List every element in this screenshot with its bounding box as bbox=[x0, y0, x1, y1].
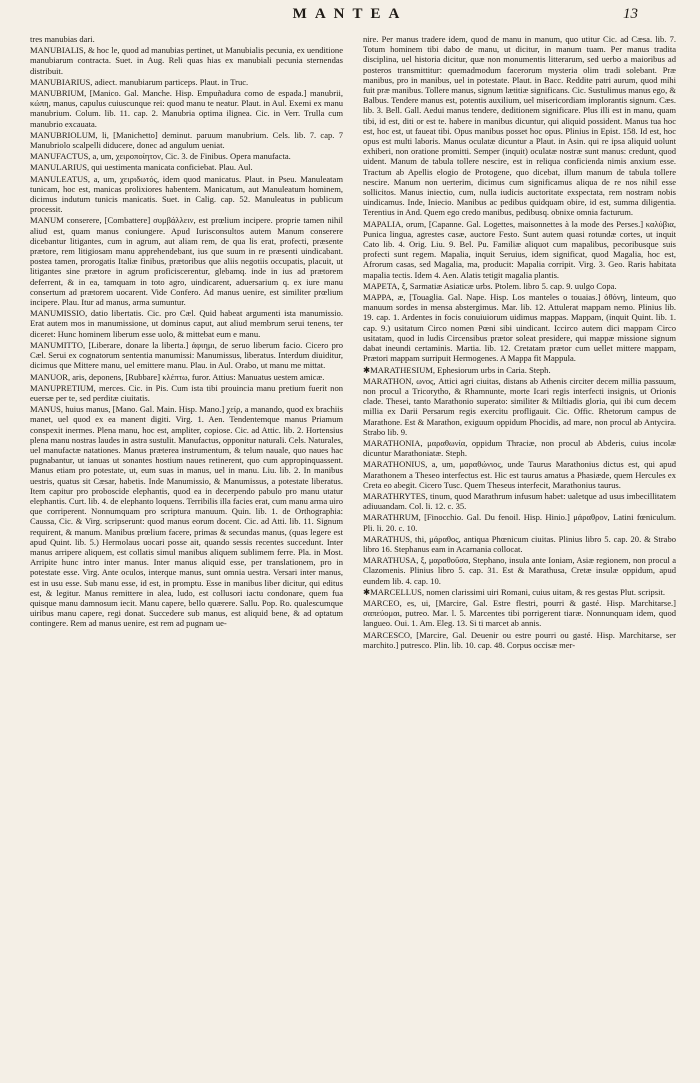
dictionary-entry: tres manubias dari. bbox=[30, 34, 95, 44]
dictionary-entry: MANUMISSIO, datio libertatis. Cic. pro Cæl. Quid habeat argumenti ista manumissio. Erat autem mos in manumissione, ut dominus caput, aut aliud membrum serui tenens, ter diceret: Hunc hominem liberum esse uolo, & mittebat eum e manu. bbox=[30, 308, 343, 339]
dictionary-entry: MAPALIA, orum, [Capanne. Gal. Logettes, maisonnettes à la mode des Perses.] καλύβια, Punica lingua, agrestes casæ, auctore Festo. Sunt autem quasi rotundæ cortes, ut inquit Cato lib. 4. Orig. Liu. 9. Bel. Pu. Familiæ aliquot cum mapalibus, pecoribusque suis profecti sunt regem. Mapalia, inquit Seruius, idem significat, quod Magalia, hoc est, Afrorum casas, sed Magalia, ma, producit: Mapalia corripit. Virg. 3. Geo. Raris habitata mapalia tectis. Idem 4. Aen. Alatis tetigit magalia plantis. bbox=[363, 218, 676, 280]
dictionary-entry: MANUPRETIUM, merces. Cic. in Pis. Cum ista tibi prouincia manu pretium fuerit non euersæ per te, sed perditæ ciuitatis. bbox=[30, 382, 343, 403]
dictionary-entry: MARATHUS, thi, μάραθος, antiqua Phœnicum ciuitas. Plinius libro 5. cap. 20. & Strabo libro 16. Stephanus eam in Acarnania collocat. bbox=[363, 533, 676, 554]
dictionary-entry: MANUM conserere, [Combattere] συμβάλλειν, est prœlium incipere. proprie tamen nihil aliud est, quam manus coniungere. Apud Iurisconsultos autem Manum conserere dicebantur litigantes, cum in agrum, aut aliam rem, de qua lis erat, profecti, præsente prætore, rem litigiosam manu apprehendebant, ius que suum in re præsenti uindicabant. postea tamen, prorogatis Italiæ finibus, prætoribus que aliis negotiis occupatis, placuit, ut litigantes sine prætore in agrum proficiscerentur, glebamq. inde in ius ad prætorem deferrent, & in ea, tamquam in toto agro, uindicarent, aduersarium q. ex iure manu consertum ad prætorem uocarent. Vide Confero. Ad manus uenire, est similiter prœlium incipere. Plau. Itur ad manus, arma sumuntur. bbox=[30, 215, 343, 308]
dictionary-entry: ✱MARATHESIUM, Ephesiorum urbs in Caria. Steph. bbox=[363, 364, 551, 375]
dictionary-entry: MARATHUSA, ξ, μαραθοῦσα, Stephano, insula ante Ioniam, Asiæ regionem, non procul a Clazomenis. Plinius libro 5. cap. 31. Est & Marathusa, Cretæ insulæ oppidum, apud eundem lib. 4. cap. 10. bbox=[363, 555, 676, 586]
dictionary-entry: nire. Per manus tradere idem, quod de manu in manum, quo utitur Cic. ad Cæsa. lib. 7. Totum hominem tibi dabo de manu, ut dicitur, in manum tuam. Per manus tradita disciplina, uel historia dicitur, quæ non monumentis litterarum, sed uerbo a maioribus ad posteros transmittitur: quemadmodum facerorum mysteria olim tradi solebant. Præ manibus, pro in manibus, uel in potestate. Plaut. in Bacc. Reddite patri aurum, quod mihi fuit præ manibus. Tollere manus, signum lætitiæ significans. Cic. Sustulimus manus ego, & Balbus. Tendere manus est, potentis auxilium, uel misericordiam implorantis signum. Cæs. lib. 3. Bell. Gall. Aedui manus tendere, deditionem significare. Plus illi est in manu, quam tibi, id est, diti or est te. habere in manibus dicuntur, qui aliquid possident. Manus tua hoc est, hoc est, ut faueat tibi. Opus manibus posset hoc opus. Plinius in Epist. 158. Id est, hoc opus est multi laboris. Manus oculatæ dicuntur a Plaut. in Asin. qui re ipsa aliquid uolunt exhiberi, non oratione promitti. Semper (inquit) oculatæ nostræ sunt manus: credunt, quod uident. Manum de tabula tollere nescire, est in reliqua conficienda nimis anxium esse. Tractum ab Apellis elogio de Protogene, quo dicebat, illum manum de tabula tollere nescire. Manum non uerterim, dicimus cum significamus aliqua de re nos nihil esse sollicitos. Manus iniectio, cum, nulla iudicis auctoritate exspectata, rem nostram nobis uindicamus. Inde, Iniecio. Manibus ac pedibus quidquam obire, id est, summa diligentia. Terentius in And. Quem ego credo manibus, pedibusq. obnixe omnia facturum. bbox=[363, 34, 676, 218]
dictionary-entry: MANUOR, aris, deponens, [Rubbare] κλέπτω, furor. Attius: Manuatus uestem amicæ. bbox=[30, 371, 325, 382]
dictionary-entry: MARATHON, ωνος, Attici agri ciuitas, distans ab Athenis circiter decem millia passuum, non procul a Tricorytho, & Rhamnunte, morte Icari regis interfecti insignis, ut Orionis clade. Thesei, tanto Marathonio superato: similiter & Miltiadis gloria, qui ibi cum decem millia ex Darii Persarum regis exercitu profligauit. Cic. Offic. Rhetorum campus de Marathone. Est & Marathon, exiguum oppidum Phocidis, ad mare, non procul ab Antycira. Strabo lib. 9. bbox=[363, 375, 676, 437]
page-header bbox=[0, 6, 700, 28]
dictionary-entry: MANUBIALIS, & hoc le, quod ad manubias pertinet, ut Manubialis pecunia, ex uenditione manubiarum contracta. Suet. in Aug. Reli quas hias ex manubiali pecunia sternendas distribuit. bbox=[30, 45, 343, 76]
running-head: MANTEA bbox=[292, 6, 408, 22]
dictionary-entry: MANUS, huius manus, [Mano. Gal. Main. Hisp. Mano.] χείρ, a manando, quod ex brachiis manet, uel quod ex ea manent digiti. Virg. 1. Aen. Tendentemque manus Priamum conspexit inermes. Plena manu, hoc est, ampliter, copiose. Cic. ad Attic. lib. 2. Hortensius plena manu nostras laudes in astra sustulit. Manufactus, opponitur naturali. Cels. Naturales, uel manufactæ natationes. Manus præterea instrumentum, & telum nauale, quo naues hac pugnabantur, ut ianuas ut sonantes hostium naues retinerent, quo cum appropinquassent. Manus etiam pro potestate, ut, eum suas in manus, uel in manu. Liu. lib. 2. In manibus uestris, quatus sit Cæsar, habetis. Inde Manumissio, & Manumissus, a potestate liberatus. Item capitur pro proboscide elephantis, quod ea in decerpendo pabulo pro manu utatur elephantis. Curt. lib. 4. de elephanto loquens. Terribilis illa facies erat, cum manu arma uiro que corriperent. Nonnumquam pro scriptura manuum. Quin. lib. 1. de Orthographia: Caussa, Cic. & Virg. scripserunt: quod manus eorum docent. Cic. ad Atti. lib. 11. Signum requirent, & manum. Manibus prœlium facere, primas & secundas manus, (quas legere est apud Quint. lib. 5.) Hermolaus uocari posse ait, quando sessis recentes succedunt. Inter manus arripere aliquem, est collatis simul manibus aliquem sublimem ferre. Pla. in Most. Arripite hunc intro inter manus. Inter manus aliquid esse, per translationem, pro in potestate esse. Virg. Ante oculos, interque manus, sunt omnia uestra. Versari inter manus, est in usu esse. Sub manu esse, id est, in promptu. Esse in manibus liber dicitur, qui editus est, & legitur. Manus remittere in alea, ludo, est collusori iactu condonare, quem fua quisque manu damnosum iecit. Manu capere, bello quærere. Sallu. Pop. Ro. qualescumque uiribus manu capere, regi donat. Succedere sub manus, est aliquid bene, & ad optatum contingere. Rem ad manus uenire, est rem ad pugnam ue- bbox=[30, 404, 343, 629]
dictionary-entry: MARATHONIUS, a, um, μαραθώνιος, unde Taurus Marathonius dictus est, qui apud Marathonem a Theseo interfectus est. Hic est taurus amatus a Phasiæde, quem Hercules ex Creta eo abegit. Cicero Tusc. Quem Theseus interfecit, Marathonius taurus. bbox=[363, 459, 676, 490]
text-columns bbox=[30, 34, 676, 1074]
dictionary-entry: MANUFACTUS, a, um, χειροποίητον, Cic. 3. de Finibus. Opera manufacta. bbox=[30, 151, 291, 162]
dictionary-entry: MANUBIARIUS, adiect. manubiarum particeps. Plaut. in Truc. bbox=[30, 76, 249, 87]
left-column bbox=[30, 34, 343, 1074]
dictionary-entry: MAPETA, ξ, Sarmatiæ Asiaticæ urbs. Ptolem. libro 5. cap. 9. uulgo Copa. bbox=[363, 280, 617, 291]
dictionary-entry: MARCEO, es, ui, [Marcire, Gal. Estre flestri, pourri & gasté. Hisp. Marchitarse.] σαπεύομαι, putreo. Mar. l. 5. Marcentes tibi porrigerent tiaræ. Nonnunquam idem, quod langueo. Oui. 1. Am. Eleg. 13. Si ti marcet ab annis. bbox=[363, 597, 676, 629]
dictionary-entry: MARATHRUM, [Finocchio. Gal. Du fenoil. Hisp. Hinio.] μάραθρον, Latini fœniculum. Pli. li. 20. c. 10. bbox=[363, 512, 676, 533]
page-number: 13 bbox=[623, 6, 638, 22]
dictionary-entry: MANULEATUS, a, um, χειριδωτός, idem quod manicatus. Plaut. in Pseu. Manuleatam tunicam, hoc est, manicas prolixiores habentem. Manicatum, aut Manuleatum hominem, dicimus indutum tunicis manicatis. Suet. in Calig. cap. 52. Manuleatus in publicum processit. bbox=[30, 173, 343, 215]
right-column bbox=[363, 34, 676, 1074]
dictionary-entry: MANUMITTO, [Liberare, donare la liberta.] ἀφιημι, de seruo liberum facio. Cicero pro Cæl. Serui ex cognatorum sententia manumissi: Manumissus, liberatus. Interdum diuiditur, dicimus que Mittere manu, uel emittere manu. Plau. in Aul. Orabo, ut manu me mittat. bbox=[30, 339, 343, 371]
dictionary-entry: MARATHONIA, μαραθωνία, oppidum Thraciæ, non procul ab Abderis, cuius incolæ dicuntur Marathoniatæ. Steph. bbox=[363, 437, 676, 459]
dictionary-entry: MARATHRYTES, tinum, quod Marathrum infusum habet: ualetque ad usus imbecillitatem adiuuandam. Col. li. 12. c. 35. bbox=[363, 490, 676, 512]
dictionary-entry: MANUBRIOLUM, li, [Manichetto] deminut. paruum manubrium. Cels. lib. 7. cap. 7 Manubriolo scalpelli diducere, donec ad angulum ueniat. bbox=[30, 129, 343, 151]
dictionary-entry: MANULARIUS, qui uestimenta manicata conficiebat. Plau. Aul. bbox=[30, 162, 253, 173]
dictionary-entry: MARCESCO, [Marcire, Gal. Deuenir ou estre pourri ou gasté. Hisp. Marchitarse, ser marchito.] putresco. Plin. lib. 10. cap. 48. Corpus occisæ mer- bbox=[363, 629, 676, 650]
dictionary-entry: MANUBRIUM, [Manico. Gal. Manche. Hisp. Empuñadura como de espada.] manubrii, κώπη, manus, capulus cuiuscunque rei: quod manu te neatur. Plaut. in Aul. Exemi ex manu manubrium. Colum. lib. 11. cap. 2. Manubria optima ilignea. Cic. in Verr. Trulla cum manubrio excauata. bbox=[30, 88, 343, 129]
dictionary-entry: MAPPA, æ, [Touaglia. Gal. Nape. Hisp. Los manteles o touaias.] ὁθόνη, linteum, quo manuum sordes in mensa abstergimus. Mar. lib. 12. Attulerat mappam nemo. Plinius lib. 19. cap. 1. Ardentes in focis conuiuiorum uidimus mappas. Mappam, (inquit Quint. lib. 1. cap. 9.) usitatum Circo nomen Pœni sibi uindicant. Iccirco autem dici mappam Circo usitatam, quod in ludis Circensibus prætor soleat presidere, qui mappæ missione signum dabat ineundi certaminis. Martia. lib. 12. Cretatam prætor cum uellet mittere mappam, Prætori mappam surripuit Hermogenes. A Mappa fit Mappula. bbox=[363, 292, 676, 364]
dictionary-entry: ✱MARCELLUS, nomen clarissimi uiri Romani, cuius uitam, & res gestas Plut. scripsit. bbox=[363, 586, 666, 597]
